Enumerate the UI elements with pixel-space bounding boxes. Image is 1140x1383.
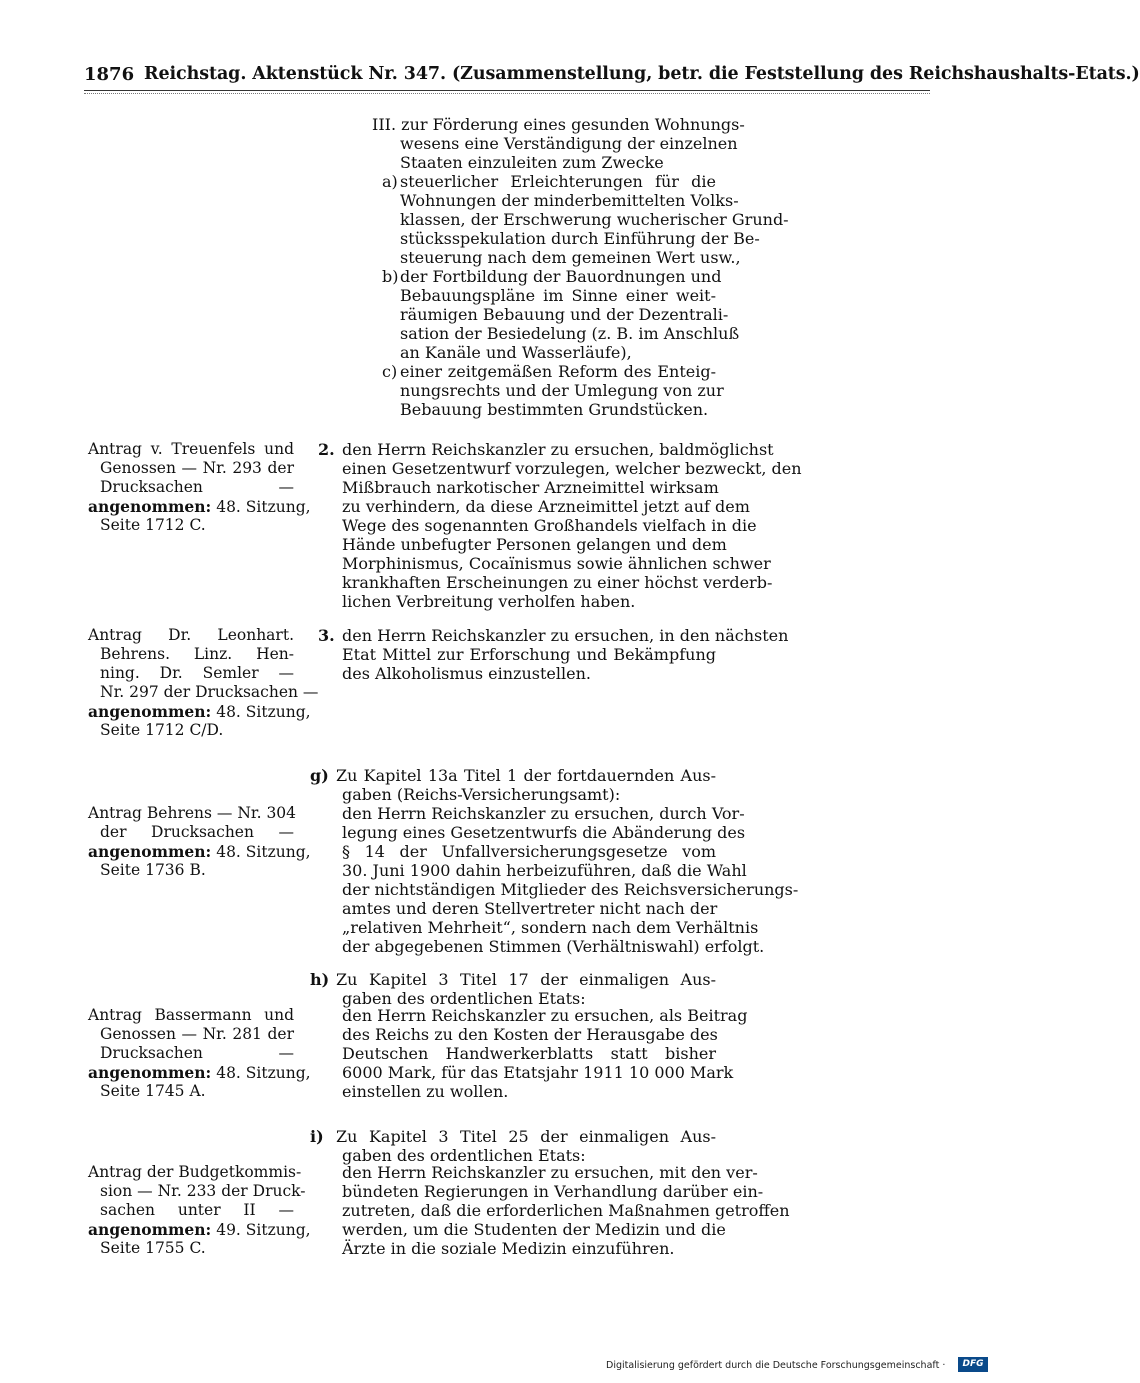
section-iii-line: Staaten einzuleiten zum Zwecke <box>400 153 664 172</box>
entry-body-line: Ärzte in die soziale Medizin einzuführen. <box>342 1239 675 1258</box>
accepted-label: angenommen: <box>88 1063 212 1082</box>
side-note-line <box>88 1063 311 1083</box>
entry-body-line: krankhaften Erscheinungen zu einer höchst verderb- <box>342 573 773 592</box>
subsection-mark: i) <box>310 1127 324 1146</box>
side-note-line <box>88 702 311 722</box>
entry-body-line: einstellen zu wollen. <box>342 1082 509 1101</box>
side-note-line <box>100 516 294 535</box>
entry-body-line: der nichtständigen Mitglieder des Reichsversicherungs- <box>342 880 799 899</box>
page-number: 1876 <box>84 64 135 85</box>
subsection-heading-line: gaben des ordentlichen Etats: <box>342 989 586 1008</box>
side-note-text: Seite 1755 C. <box>100 1239 206 1257</box>
subsection-heading-line: gaben (Reichs-Versicherungsamt): <box>342 785 621 804</box>
subsection-heading-line: Zu Kapitel 3 Titel 25 der einmaligen Aus- <box>336 1127 716 1146</box>
side-note-line <box>100 721 294 740</box>
entry-body-line: 6000 Mark, für das Etatsjahr 1911 10 000 Mark <box>342 1063 734 1082</box>
entry-body-line: den Herrn Reichskanzler zu ersuchen, durch Vor- <box>342 804 745 823</box>
subsection-heading-line: Zu Kapitel 3 Titel 17 der einmaligen Aus- <box>336 970 716 989</box>
side-note-text: Seite 1736 B. <box>100 861 206 879</box>
side-note-text: Genossen — Nr. 293 der <box>100 459 294 477</box>
entry-body-line: des Alkoholismus einzustellen. <box>342 664 591 683</box>
entry-body-line: Morphinismus, Cocaïnismus sowie ähnlichen schwer <box>342 554 771 573</box>
entry-body-line: legung eines Gesetzentwurfs die Abänderung des <box>342 823 746 842</box>
entry-body-line: bündeten Regierungen in Verhandlung darüber ein- <box>342 1182 764 1201</box>
item-label: c) <box>382 362 398 381</box>
side-note-text: Nr. 297 der Drucksachen — <box>100 683 319 701</box>
side-note-line <box>100 861 294 880</box>
entry-body-line: Mißbrauch narkotischer Arzneimittel wirksam <box>342 478 719 497</box>
item-line: räumigen Bebauung und der Dezentrali- <box>400 305 729 324</box>
entry-number: 3. <box>318 626 335 645</box>
item-line: steuerung nach dem gemeinen Wert usw., <box>400 248 741 267</box>
entry-body-line: der abgegebenen Stimmen (Verhältniswahl) erfolgt. <box>342 937 765 956</box>
side-note-text: Antrag Behrens — Nr. 304 <box>88 804 297 822</box>
side-note-line <box>100 459 294 478</box>
side-note-text: Genossen — Nr. 281 der <box>100 1025 294 1043</box>
side-note-text: sion — Nr. 233 der Druck- <box>100 1182 306 1200</box>
page-header <box>84 62 1140 88</box>
entry-body-line: Deutschen Handwerkerblatts statt bisher <box>342 1044 716 1063</box>
side-note-text: Seite 1712 C/D. <box>100 721 224 739</box>
entry-body-line: einen Gesetzentwurf vorzulegen, welcher bezweckt, den <box>342 459 802 478</box>
item-line: klassen, der Erschwerung wucherischer Grund- <box>400 210 789 229</box>
side-note-text: Behrens. Linz. Hen- <box>100 645 294 663</box>
side-note-line <box>100 683 319 702</box>
side-note-text: Antrag Dr. Leonhart. <box>88 626 294 644</box>
item-line: Wohnungen der minderbemittelten Volks- <box>400 191 739 210</box>
side-note-line <box>88 804 297 823</box>
entry-body-line: den Herrn Reichskanzler zu ersuchen, in den nächsten <box>342 626 789 645</box>
side-note-text: 48. Sitzung, <box>211 498 311 516</box>
side-note-text: Antrag v. Treuenfels und <box>88 440 294 458</box>
entry-body-line: den Herrn Reichskanzler zu ersuchen, als Beitrag <box>342 1006 748 1025</box>
side-note-line <box>100 645 294 664</box>
accepted-label: angenommen: <box>88 497 212 516</box>
side-note-text: Antrag der Budgetkommis- <box>88 1163 302 1181</box>
item-line: Bebauung bestimmten Grundstücken. <box>400 400 709 419</box>
entry-body-line: Hände unbefugter Personen gelangen und dem <box>342 535 727 554</box>
side-note-text: Drucksachen — <box>100 1044 294 1062</box>
side-note-line <box>100 1025 294 1044</box>
item-line: steuerlicher Erleichterungen für die <box>400 172 716 191</box>
section-iii-line: wesens eine Verständigung der einzelnen <box>400 134 738 153</box>
side-note-line <box>100 823 294 842</box>
entry-body-line: zutreten, daß die erforderlichen Maßnahmen getroffen <box>342 1201 790 1220</box>
side-note-text: Seite 1745 A. <box>100 1082 206 1100</box>
entry-number: 2. <box>318 440 335 459</box>
entry-body-line: Wege des sogenannten Großhandels vielfach in die <box>342 516 757 535</box>
entry-body-line: „relativen Mehrheit“, sondern nach dem Verhältnis <box>342 918 759 937</box>
item-line: nungsrechts und der Umlegung von zur <box>400 381 724 400</box>
side-note-text: Antrag Bassermann und <box>88 1006 294 1024</box>
footer-credit: Digitalisierung gefördert durch die Deutsche Forschungsgemeinschaft · <box>606 1360 946 1371</box>
entry-body-line: § 14 der Unfallversicherungsgesetze vom <box>342 842 716 861</box>
side-note-line <box>88 497 311 517</box>
item-label: b) <box>382 267 399 286</box>
entry-body-line: zu verhindern, da diese Arzneimittel jetzt auf dem <box>342 497 750 516</box>
side-note-text: ning. Dr. Semler — <box>100 664 294 682</box>
side-note-line <box>88 440 294 459</box>
side-note-line <box>88 1006 294 1025</box>
side-note-line <box>100 1201 294 1220</box>
entry-body-line: des Reichs zu den Kosten der Herausgabe des <box>342 1025 718 1044</box>
item-line: einer zeitgemäßen Reform des Enteig- <box>400 362 716 381</box>
subsection-mark: h) <box>310 970 330 989</box>
side-note-line <box>100 1044 294 1063</box>
entry-body-line: Etat Mittel zur Erforschung und Bekämpfung <box>342 645 716 664</box>
side-note-line <box>100 664 294 683</box>
header-rule-dotted <box>84 93 930 94</box>
entry-body-line: amtes und deren Stellvertreter nicht nach der <box>342 899 718 918</box>
subsection-heading-line: Zu Kapitel 13a Titel 1 der fortdauernden Aus- <box>336 766 716 785</box>
side-note-line <box>100 1239 294 1258</box>
side-note-text: sachen unter II — <box>100 1201 294 1219</box>
entry-body-line: den Herrn Reichskanzler zu ersuchen, mit den ver- <box>342 1163 758 1182</box>
side-note-text: Seite 1712 C. <box>100 516 206 534</box>
dfg-logo: DFG <box>958 1357 988 1372</box>
item-line: der Fortbildung der Bauordnungen und <box>400 267 722 286</box>
accepted-label: angenommen: <box>88 1220 212 1239</box>
side-note-line <box>88 1220 311 1240</box>
section-iii-line: III. zur Förderung eines gesunden Wohnungs- <box>372 115 745 134</box>
item-label: a) <box>382 172 398 191</box>
side-note-text: Drucksachen — <box>100 478 294 496</box>
accepted-label: angenommen: <box>88 842 212 861</box>
side-note-text: 48. Sitzung, <box>211 703 311 721</box>
entry-body-line: lichen Verbreitung verholfen haben. <box>342 592 636 611</box>
header-rule <box>84 90 930 91</box>
item-line: an Kanäle und Wasserläufe), <box>400 343 632 362</box>
side-note-line <box>100 478 294 497</box>
item-line: stücksspekulation durch Einführung der Be- <box>400 229 760 248</box>
entry-body-line: den Herrn Reichskanzler zu ersuchen, baldmöglichst <box>342 440 774 459</box>
side-note-line <box>88 842 311 862</box>
side-note-line <box>100 1182 306 1201</box>
item-line: Bebauungspläne im Sinne einer weit- <box>400 286 716 305</box>
subsection-mark: g) <box>310 766 329 785</box>
subsection-heading-line: gaben des ordentlichen Etats: <box>342 1146 586 1165</box>
side-note-text: 48. Sitzung, <box>211 1064 311 1082</box>
side-note-text: 48. Sitzung, <box>211 843 311 861</box>
accepted-label: angenommen: <box>88 702 212 721</box>
entry-body-line: werden, um die Studenten der Medizin und die <box>342 1220 726 1239</box>
side-note-text: 49. Sitzung, <box>211 1221 311 1239</box>
side-note-line <box>100 1082 294 1101</box>
side-note-line <box>88 626 294 645</box>
side-note-text: der Drucksachen — <box>100 823 294 841</box>
running-title: Reichstag. Aktenstück Nr. 347. (Zusammenstellung, betr. die Feststellung des Reichshaushalts-Etats.) <box>144 64 1140 84</box>
item-line: sation der Besiedelung (z. B. im Anschluß <box>400 324 740 343</box>
side-note-line <box>88 1163 302 1182</box>
entry-body-line: 30. Juni 1900 dahin herbeizuführen, daß die Wahl <box>342 861 747 880</box>
